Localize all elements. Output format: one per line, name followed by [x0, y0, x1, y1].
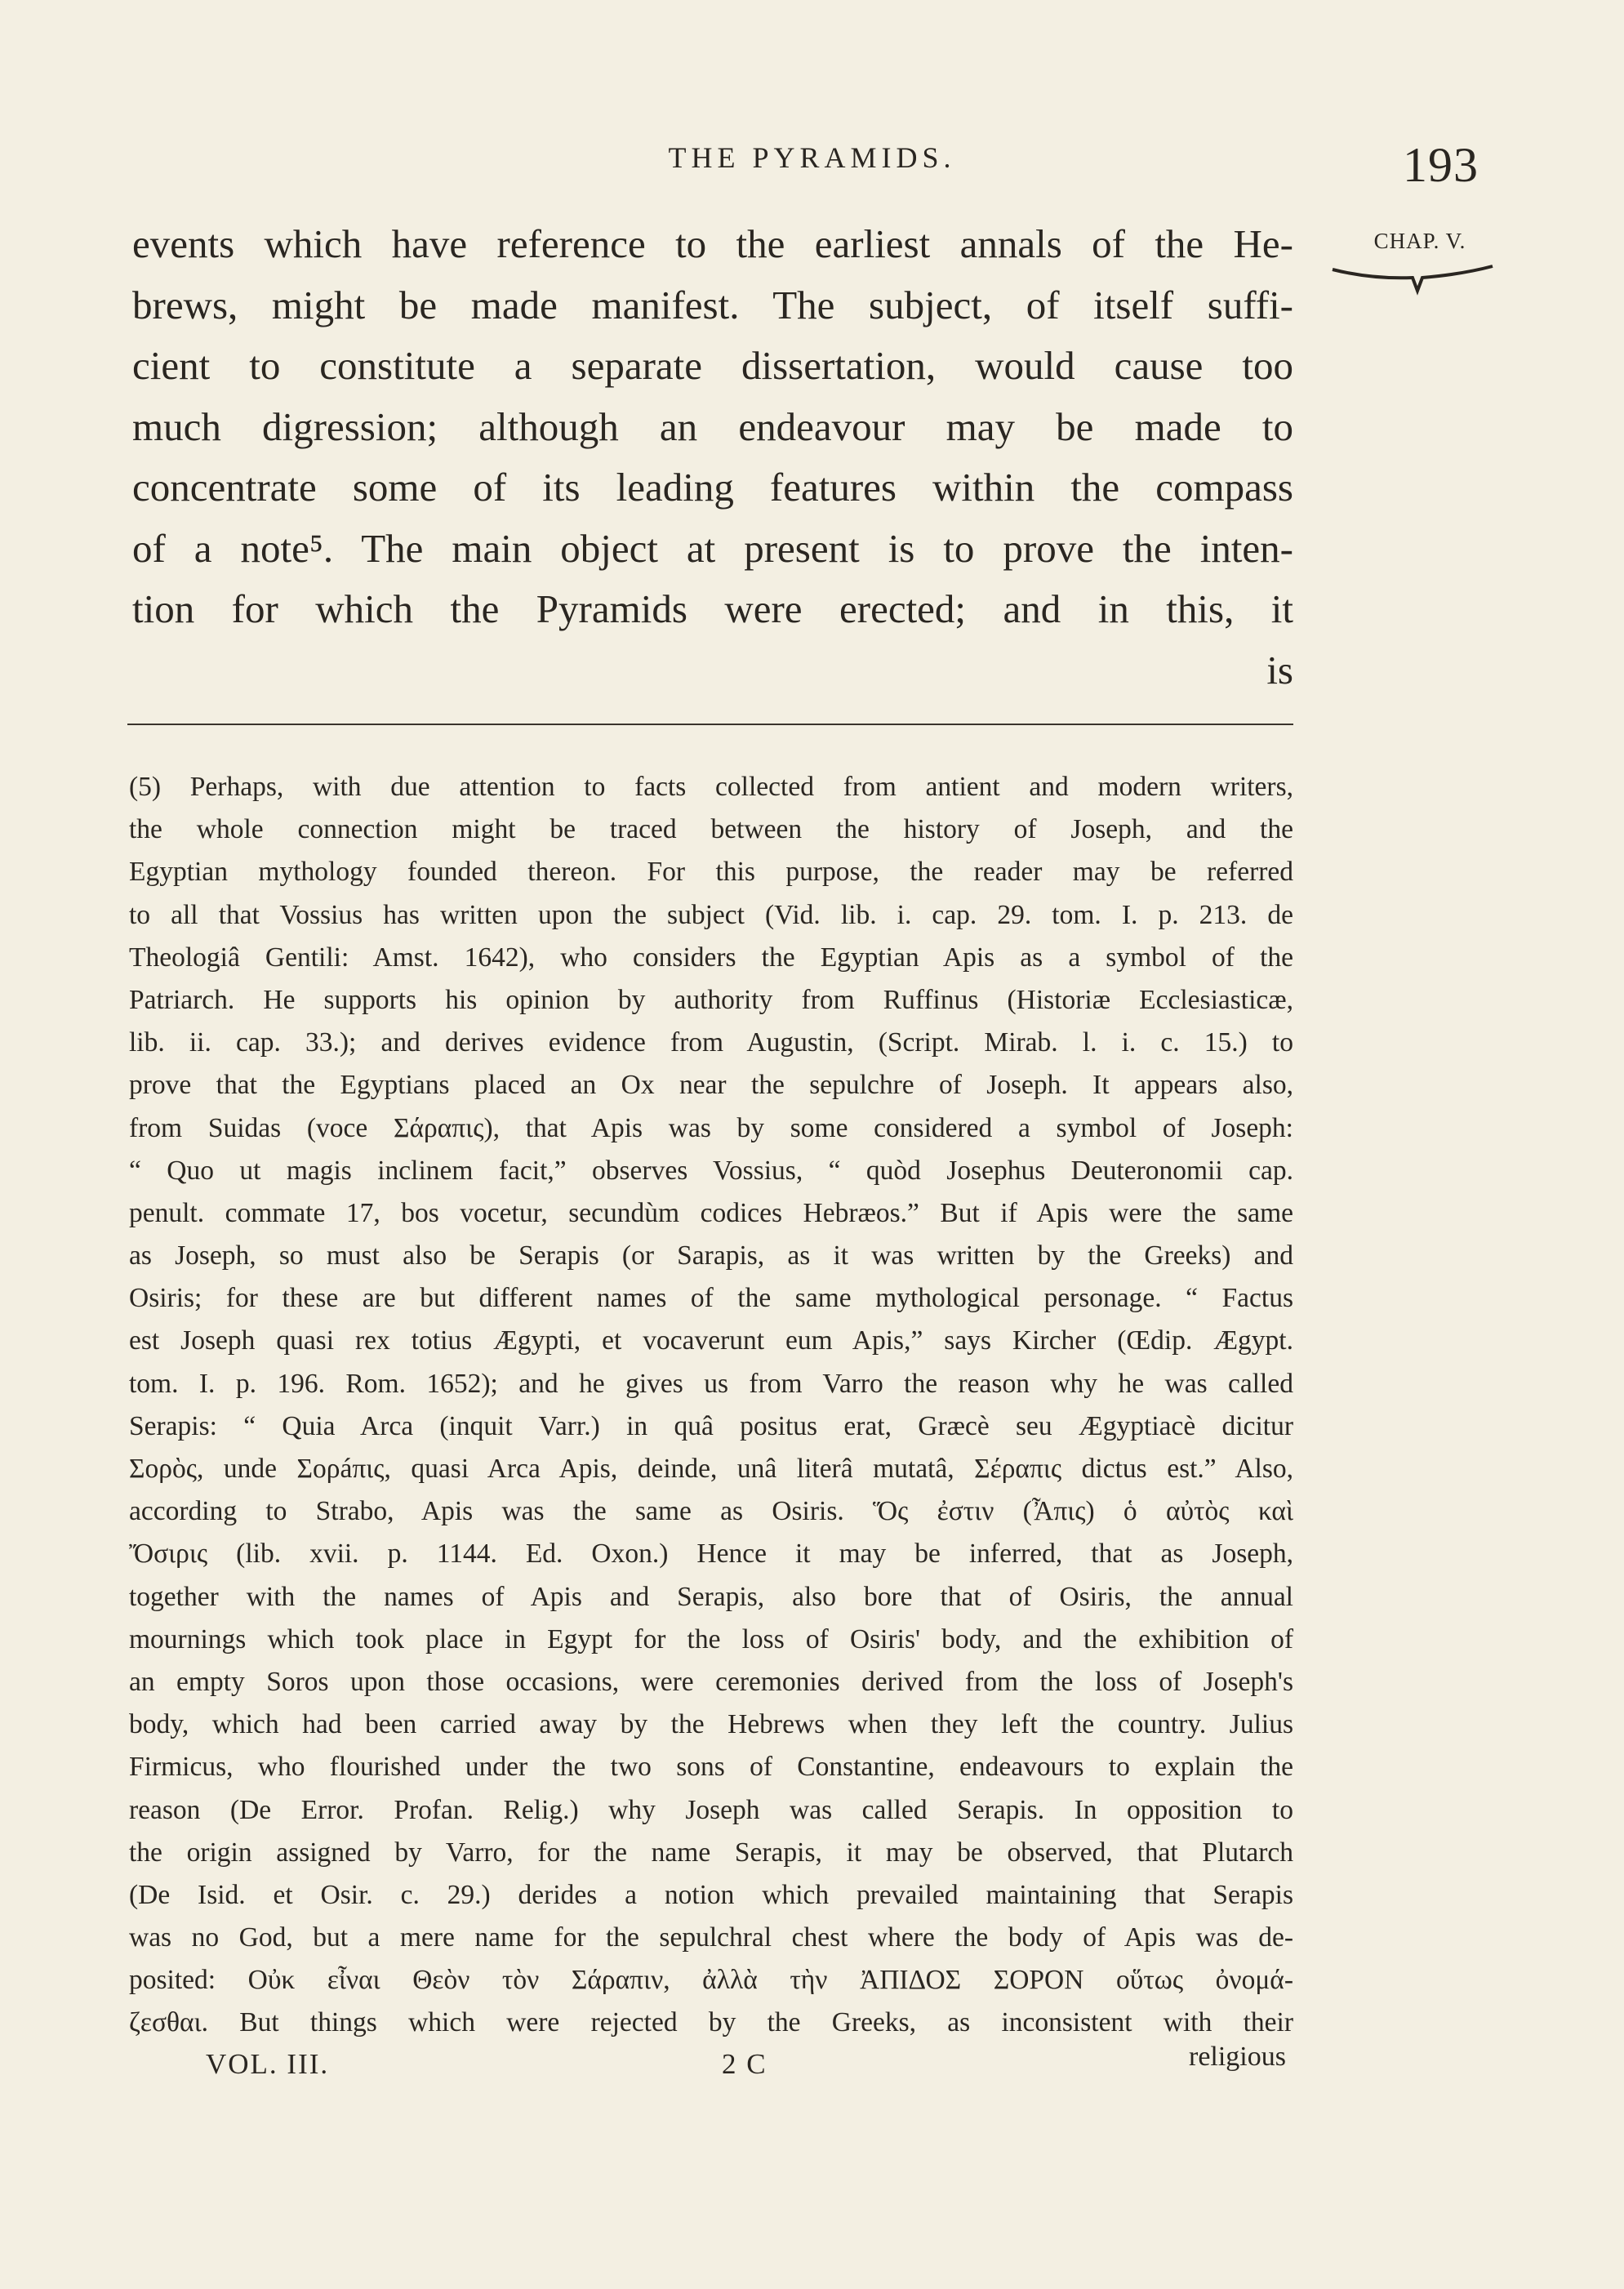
footnote-line: (5) Perhaps, with due attention to facts collected from antient and modern writers, [129, 772, 1293, 802]
footnote-line: penult. commate 17, bos vocetur, secundùm codices Hebræos.” But if Apis were the same [129, 1197, 1293, 1228]
footnote-line: to all that Vossius has written upon the subject (Vid. lib. i. cap. 29. tom. I. p. 213. de [129, 899, 1293, 930]
page-number: 193 [1403, 138, 1479, 192]
footnote-line: tom. I. p. 196. Rom. 1652); and he gives us from Varro the reason why he was called [129, 1368, 1293, 1399]
footnote-line: an empty Soros upon those occasions, were ceremonies derived from the loss of Joseph's [129, 1666, 1293, 1697]
margin-brace-icon [1331, 263, 1494, 296]
footnote-line: from Suidas (voce Σάραπις), that Apis was by some considered a symbol of Joseph: [129, 1112, 1293, 1143]
footnote-line: Patriarch. He supports his opinion by authority from Ruffinus (Historiæ Ecclesiasticæ, [129, 984, 1293, 1015]
footnote-line: together with the names of Apis and Serapis, also bore that of Osiris, the annual [129, 1581, 1293, 1612]
footnote-divider [127, 724, 1293, 725]
body-line: tion for which the Pyramids were erected; and in this, it [132, 586, 1293, 631]
body-catch-line: is [1266, 647, 1293, 692]
catchword: religious [1189, 2042, 1286, 2072]
body-line: much digression; although an endeavour may be made to [132, 403, 1293, 449]
footnote-line: as Joseph, so must also be Serapis (or Sarapis, as it was written by the Greeks) and [129, 1240, 1293, 1271]
footnote-line: the origin assigned by Varro, for the name Serapis, it may be observed, that Plutarch [129, 1837, 1293, 1868]
footnote-line: lib. ii. cap. 33.); and derives evidence from Augustin, (Script. Mirab. l. i. c. 15.) to [129, 1027, 1293, 1058]
body-line: of a note⁵. The main object at present is to prove the inten- [132, 525, 1293, 571]
footnote-line: Egyptian mythology founded thereon. For this purpose, the reader may be referred [129, 857, 1293, 888]
body-text [132, 214, 1293, 701]
footnote-line: Firmicus, who flourished under the two sons of Constantine, endeavours to explain the [129, 1752, 1293, 1783]
footnote-line: “ Quo ut magis inclinem facit,” observes Vossius, “ quòd Josephus Deuteronomii cap. [129, 1155, 1293, 1186]
footnote-line: the whole connection might be traced between the history of Joseph, and the [129, 814, 1293, 845]
footnote-line: ζεσθαι. But things which were rejected by the Greeks, as inconsistent with their [129, 2007, 1293, 2038]
body-line: cient to constitute a separate dissertation, would cause too [132, 343, 1293, 388]
footnote-line: posited: Οὐκ εἶναι Θεὸν τὸν Σάραπιν, ἀλλὰ τὴν ἈΠΙΔΟΣ ΣΟΡΟΝ οὕτως ὀνομά- [129, 1965, 1293, 1996]
footnote-line: Serapis: “ Quia Arca (inquit Varr.) in quâ positus erat, Græcè seu Ægyptiacè dicitur [129, 1410, 1293, 1441]
footnote-line: mournings which took place in Egypt for the loss of Osiris' body, and the exhibition of [129, 1623, 1293, 1654]
running-title: THE PYRAMIDS. [668, 141, 956, 174]
footnote-line: (De Isid. et Osir. c. 29.) derides a notion which prevailed maintaining that Serapis [129, 1879, 1293, 1910]
volume-label: VOL. III. [206, 2048, 330, 2080]
body-line: brews, might be made manifest. The subject, of itself suffi- [132, 282, 1293, 327]
footnote-line: Ὄσιρις (lib. xvii. p. 1144. Ed. Oxon.) Hence it may be inferred, that as Joseph, [129, 1539, 1293, 1570]
footnote-line: reason (De Error. Profan. Relig.) why Joseph was called Serapis. In opposition to [129, 1794, 1293, 1825]
footnote-line: was no God, but a mere name for the sepulchral chest where the body of Apis was de- [129, 1922, 1293, 1953]
signature-mark: 2 C [722, 2048, 768, 2080]
footnote-line: prove that the Egyptians placed an Ox near the sepulchre of Joseph. It appears also, [129, 1070, 1293, 1101]
footnote-line: according to Strabo, Apis was the same as Osiris. Ὅς ἐστιν (Ἆπις) ὁ αὐτὸς καὶ [129, 1496, 1293, 1527]
footnote-line: Osiris; for these are but different names of the same mythological personage. “ Factus [129, 1283, 1293, 1314]
footnote-line: est Joseph quasi rex totius Ægypti, et vocaverunt eum Apis,” says Kircher (Œdip. Ægypt. [129, 1325, 1293, 1356]
body-line: events which have reference to the earliest annals of the He- [132, 221, 1293, 266]
chapter-margin-note: CHAP. V. [1373, 229, 1466, 253]
body-line: concentrate some of its leading features within the compass [132, 465, 1293, 510]
footnote-5 [129, 766, 1293, 2045]
footnote-line: body, which had been carried away by the Hebrews when they left the country. Julius [129, 1709, 1293, 1740]
footnote-line: Theologiâ Gentili: Amst. 1642), who considers the Egyptian Apis as a symbol of the [129, 942, 1293, 973]
footnote-line: Σορὸς, unde Σορáπις, quasi Arca Apis, deinde, unâ literâ mutatâ, Σέραπις dictus est.” Also, [129, 1454, 1293, 1484]
